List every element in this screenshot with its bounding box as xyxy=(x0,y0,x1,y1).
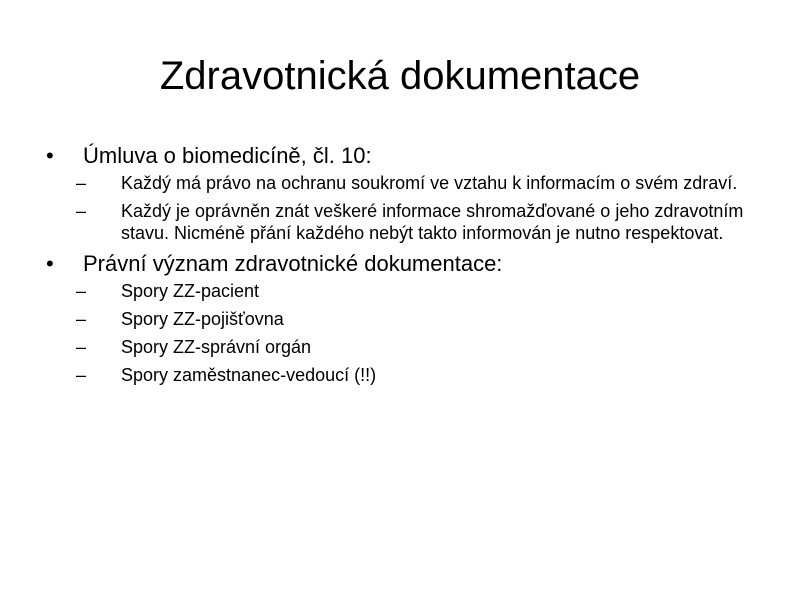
dash-icon: – xyxy=(76,201,87,221)
bullet-icon: • xyxy=(46,143,54,168)
sub-item-text: Každý je oprávněn znát veškeré informace shromažďované o jeho zdravotním stavu. Nicméně přání každého nebýt takto informován je nutno respektovat. xyxy=(121,201,744,243)
bullet-text: Právní význam zdravotnické dokumentace: xyxy=(83,251,503,276)
bullet-item xyxy=(46,142,746,170)
sub-item xyxy=(46,280,746,302)
sub-item xyxy=(46,364,746,386)
sub-item-text: Spory ZZ-pojišťovna xyxy=(121,309,284,329)
dash-icon: – xyxy=(76,337,87,357)
dash-icon: – xyxy=(76,281,87,301)
sub-item-text: Spory zaměstnanec-vedoucí (!!) xyxy=(121,365,377,385)
slide-title: Zdravotnická dokumentace xyxy=(159,54,641,98)
sub-item xyxy=(46,200,746,244)
dash-icon: – xyxy=(76,309,87,329)
sub-item xyxy=(46,172,746,194)
bullet-icon: • xyxy=(46,251,54,276)
sub-item xyxy=(46,336,746,358)
sub-item-text: Spory ZZ-správní orgán xyxy=(121,337,312,357)
sub-item-text: Spory ZZ-pacient xyxy=(121,281,260,301)
dash-icon: – xyxy=(76,365,87,385)
slide-content xyxy=(46,142,746,392)
bullet-text: Úmluva o biomedicíně, čl. 10: xyxy=(83,143,372,168)
bullet-item xyxy=(46,250,746,278)
sub-item xyxy=(46,308,746,330)
dash-icon: – xyxy=(76,173,87,193)
sub-list xyxy=(46,280,746,386)
sub-item-text: Každý má právo na ochranu soukromí ve vztahu k informacím o svém zdraví. xyxy=(121,173,738,193)
sub-list xyxy=(46,172,746,244)
